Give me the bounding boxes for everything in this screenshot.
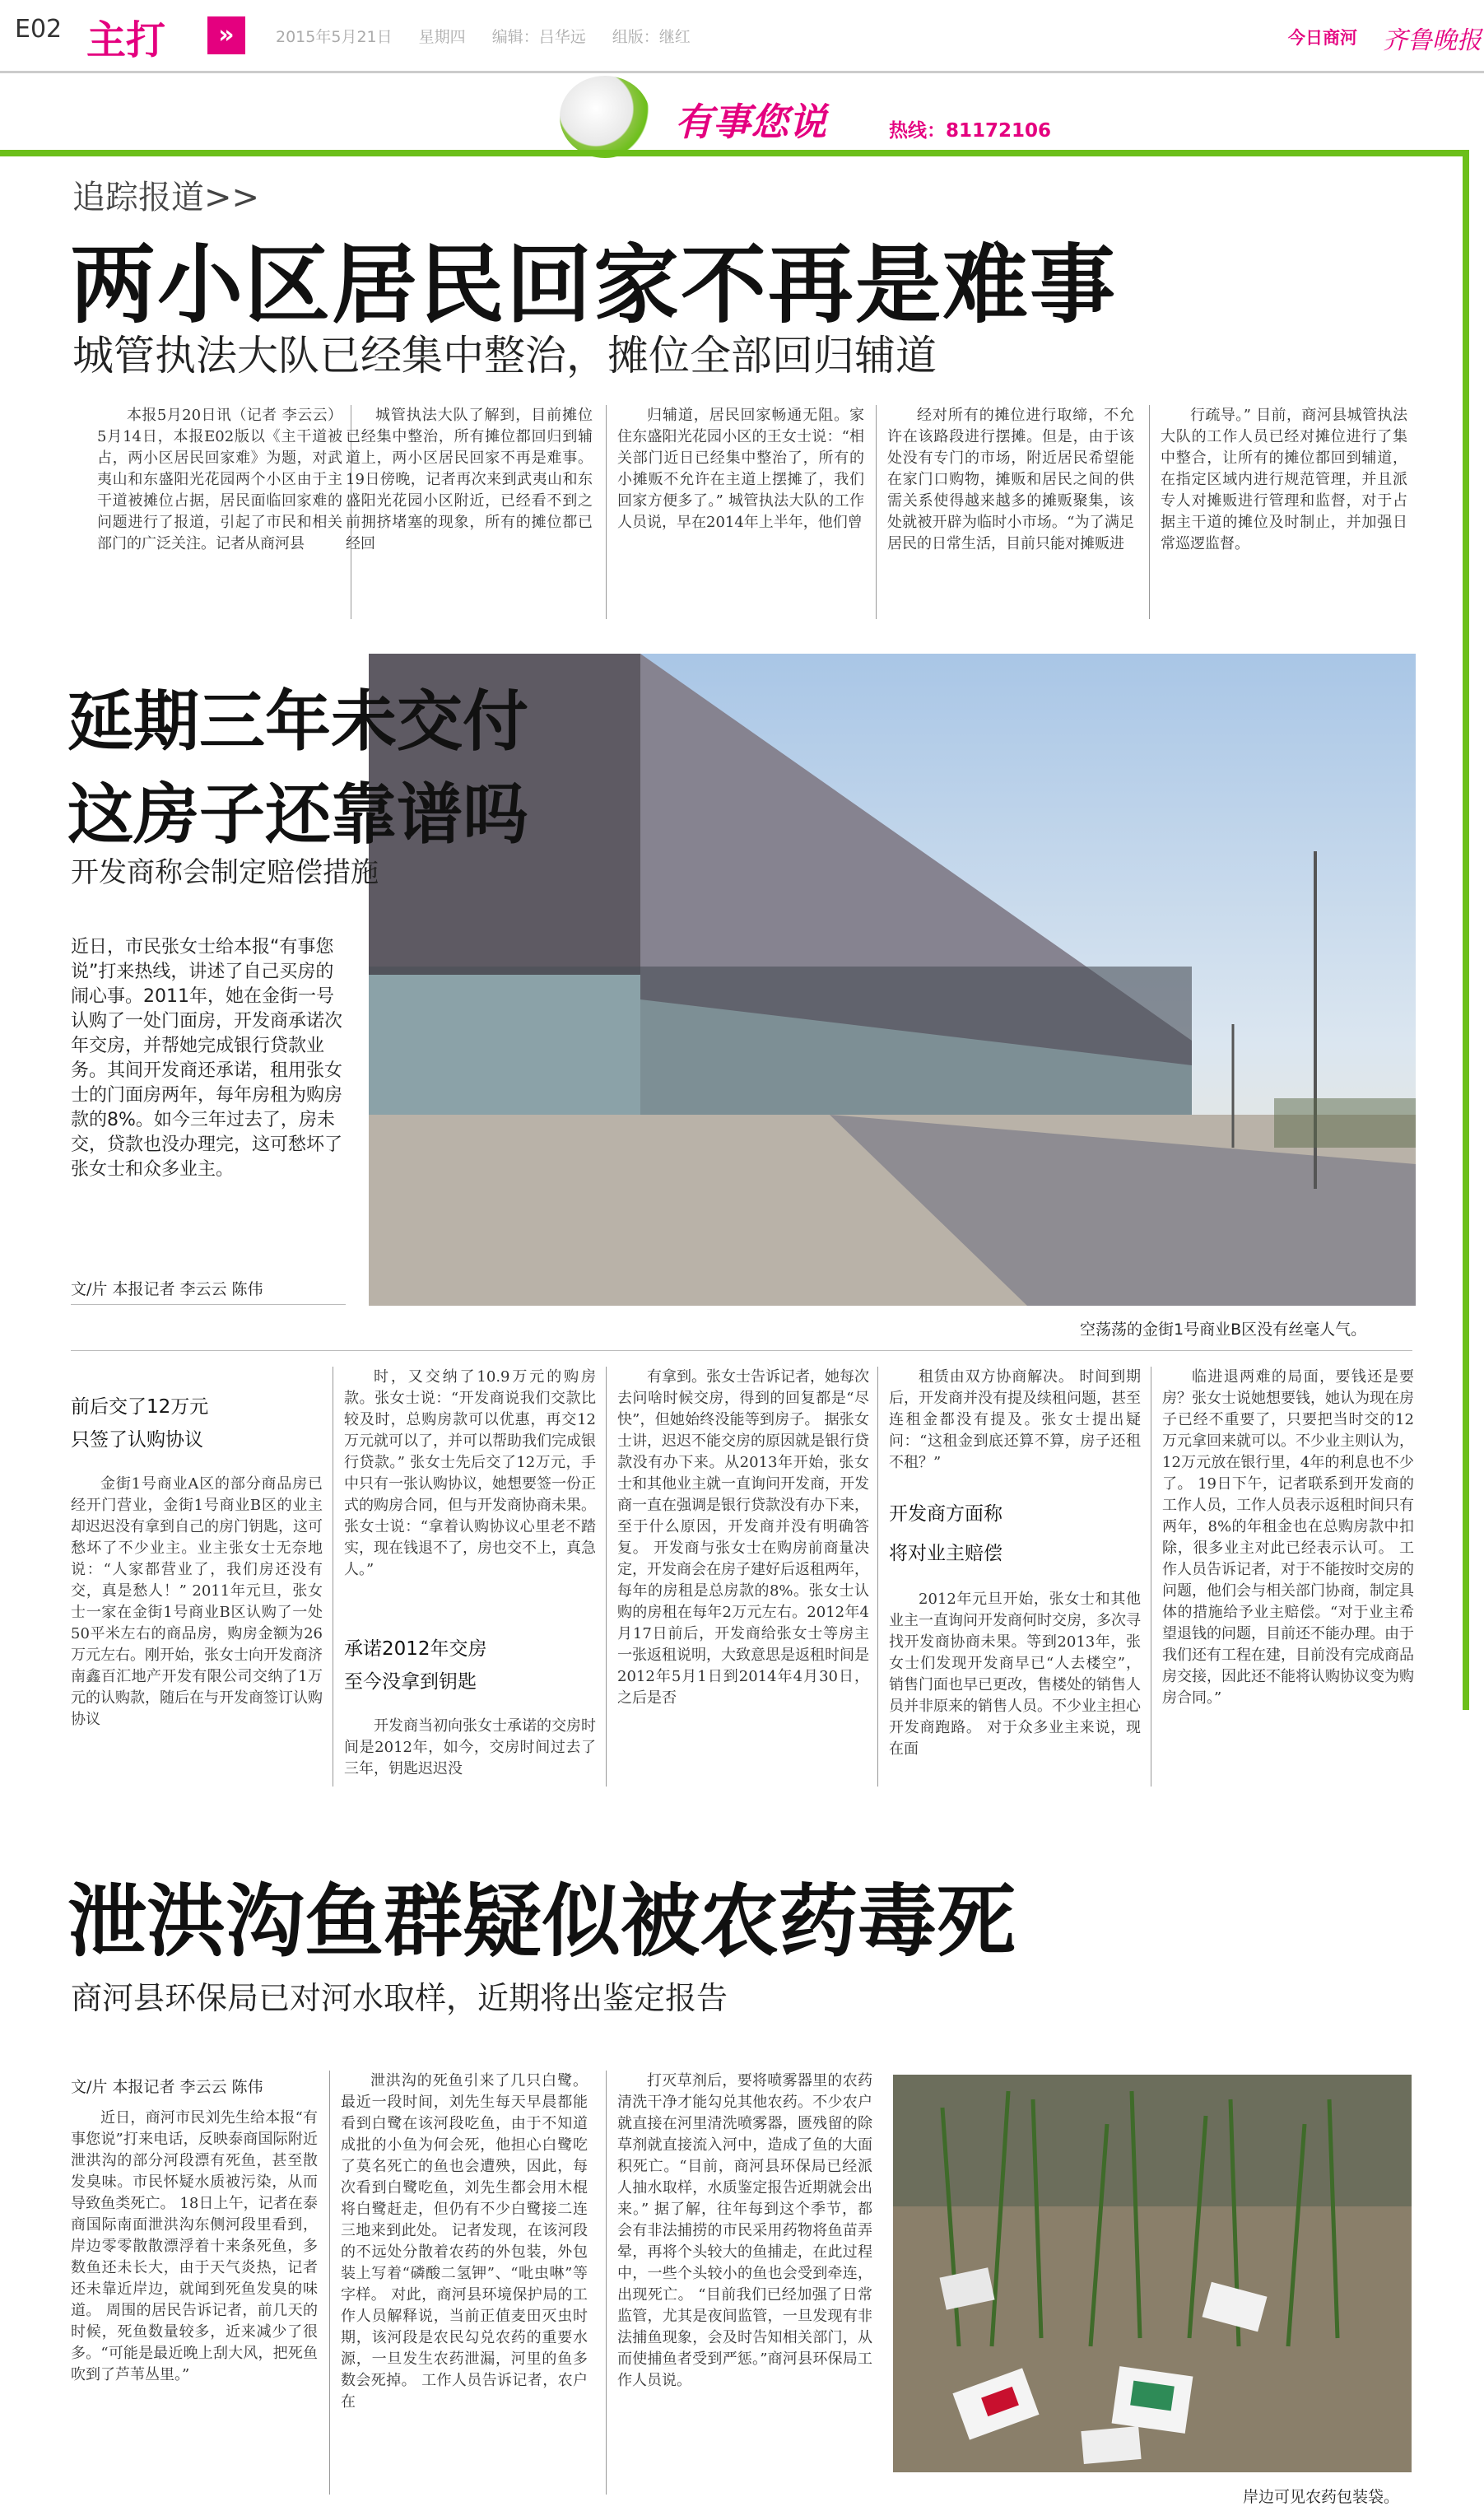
article3-column-3 — [617, 2071, 872, 2495]
article2-text-4a: 租赁由双方协商解决。 时间到期后，开发商并没有提及续租问题，甚至连租金都没有提及。张女士提出疑问：“这租金到底还算不算，房子还租不租？” — [889, 1368, 1141, 1471]
article3-column-2 — [341, 2071, 588, 2495]
article2-subhead1-line1: 前后交了12万元 — [71, 1396, 209, 1418]
header-weekday: 星期四 — [418, 28, 466, 46]
byline-divider — [71, 1304, 346, 1305]
column-divider — [877, 1367, 878, 1787]
article2-subhead2-line2: 至今没拿到钥匙 — [344, 1671, 477, 1693]
article3-text-2: 泄洪沟的死鱼引来了几只白鹭。最近一段时间，刘先生每天早晨都能看到白鹭在该河段吃鱼，由于不知道成批的小鱼为何会死，他担心白鹭吃了莫名死亡的鱼也会遭殃，因此，每次看到白鹭吃鱼，刘先生都会用木棍将白鹭赶走，但仍有不少白鹭接二连三地来到此处。 记者发现，在该河段的不远处分散着农药的外包装，外包装上写着“磷酸二氢钾”、“吡虫啉”等字样。 对此，商河县环境保护局的工作人员解释说，当前正值麦田灭虫时期，该河段是农民勾兑农药的重要水源，一旦发生农药泄漏，河里的鱼多数会死掉。 工作人员告诉记者，农户在 — [341, 2072, 588, 2411]
article1-text-1: 本报5月20日讯（记者 李云云） 5月14日，本报E02版以《主干道被占，两小区居民回家难》为题，对武夷山和东盛阳光花园两个小区由于主干道被摊位占据，居民面临回家难的问题进行了报道，引起了市民和相关部门的广泛关注。记者从商河县 — [97, 407, 342, 552]
article2-text-2b: 开发商当初向张女士承诺的交房时间是2012年，如今，交房时间过去了三年，钥匙迟迟没 — [344, 1717, 596, 1777]
header-divider — [0, 71, 1484, 73]
column-banner-title: 有事您说 — [675, 100, 826, 144]
section-arrow-icon: » — [207, 16, 245, 54]
header-region: 今日商河 — [1288, 28, 1357, 48]
section-divider — [71, 1350, 1412, 1351]
header-meta — [276, 25, 712, 47]
page-number: E02 — [15, 15, 63, 44]
column-divider — [329, 2071, 330, 2495]
article1-text-2: 城管执法大队了解到，目前摊位已经集中整治，所有摊位都回归到辅道上，两小区居民回家不再是难事。 19日傍晚，记者再次来到武夷山和东盛阳光花园小区附近，已经看不到之前拥挤堵塞的现象，所有的摊位都已经回 — [346, 407, 593, 552]
article1-column-1 — [97, 405, 342, 627]
riverbank-photo-illustration — [893, 2075, 1412, 2472]
article1-column-2 — [346, 405, 593, 627]
article1-text-5: 行疏导。” 目前，商河县城管执法大队的工作人员已经对摊位进行了集中整合，让所有的摊位都回到辅道，在指定区域内进行规范管理，并且派专人对摊贩进行管理和监督，对于占据主干道的摊位及时制止，并加强日常巡逻监督。 — [1161, 407, 1407, 552]
banner-green-bar — [0, 150, 1469, 156]
column-divider — [876, 405, 877, 619]
article3-byline: 文/片 本报记者 李云云 陈伟 — [71, 2078, 263, 2096]
article1-text-3: 归辅道，居民回家畅通无阻。家住东盛阳光花园小区的王女士说：“相关部门近日已经集中整治了，所有的小摊贩不允许在主道上摆摊了，我们回家方便多了。” 城管执法大队的工作人员说，早在2014年上半年，他们曾 — [617, 407, 864, 531]
column-divider — [606, 405, 607, 619]
article2-column-2a — [344, 1367, 596, 1624]
article2-text-5: 临进退两难的局面，要钱还是要房？张女士说她想要钱，她认为现在房子已经不重要了，只要把当时交的12万元拿回来就可以。不少业主则认为，12万元放在银行里，4年的利息也不少了。 19日下午，记者联系到开发商的工作人员，工作人员表示返租时间只有两年，8%的年租金也在总购房款中扣除，很多业主对此已经表示认可。 工作人员告诉记者，对于不能按时交房的问题，他们会与相关部门协商，制定具体的措施给予业主赔偿。“对于业主希望退钱的问题，目前还不能办理。由于我们还有工程在建，目前没有完成商品房交接，因此还不能将认购协议变为购房合同。” — [1162, 1368, 1414, 1707]
article1-column-5 — [1161, 405, 1407, 627]
article2-subhead2-line1: 承诺2012年交房 — [344, 1638, 487, 1660]
column-divider — [1149, 405, 1150, 619]
column-divider — [606, 1367, 607, 1787]
article2-subhead3-line2: 将对业主赔偿 — [889, 1543, 1003, 1564]
article3-photo-riverbank — [893, 2075, 1412, 2472]
article3-column-1 — [71, 2108, 318, 2495]
article3-text-3: 打灭草剂后，要将喷雾器里的农药清洗干净才能勾兑其他农药。不少农户就直接在河里清洗喷雾器，匮残留的除草剂就直接流入河中，造成了鱼的大面积死亡。“目前，商河县环保局已经派人抽水取样，水质鉴定报告近期就会出来。” 据了解，往年每到这个季节，都会有非法捕捞的市民采用药物将鱼苗弄晕，再将个头较大的鱼捕走，在此过程中，一些个头较小的鱼也会受到牵连，出现死亡。 “目前我们已经加强了日常监管，尤其是夜间监管，一旦发现有非法捕鱼现象，会及时告知相关部门，从而使捕鱼者受到严惩。”商河县环保局工作人员说。 — [617, 2072, 872, 2389]
article2-text-1: 金街1号商业A区的部分商品房已经开门营业，金街1号商业B区的业主却迟迟没有拿到自己的房门钥匙，这可愁坏了不少业主。业主张女士无奈地说：“人家都营业了，我们房还没有交，真是愁人！” 2011年元旦，张女士一家在金街1号商业B区认购了一处50平米左右的商品房，购房金额为26万元左右。刚开始，张女士向开发商济南鑫百汇地产开发有限公司交纳了1万元的认购款，随后在与开发商签订认购协议 — [71, 1475, 323, 1728]
column-hotline: 热线：81172106 — [889, 120, 1052, 142]
article2-text-3: 有拿到。张女士告诉记者，她每次去问啥时候交房，得到的回复都是“尽快”，但她始终没能等到房子。 据张女士讲，迟迟不能交房的原因就是银行贷款没有办下来。从2013年开始，张女士和其他业主就一直询问开发商，开发商一直在强调是银行贷款没有办下来，至于什么原因，开发商并没有明确答复。 开发商与张女士在购房前商量决定，开发商会在房子建好后返租两年，每年的房租是总房款的8%。张女士认购的房租在每年2万元左右。2012年4月17日前后，开发商给张女士等房主一张返租说明，大致意思是返租时间是2012年5月1日到2014年4月30日，之后是否 — [617, 1368, 869, 1707]
mascot-phone-icon — [560, 76, 650, 158]
article1-text-4: 经对所有的摊位进行取缔，不允许在该路段进行摆摊。但是，由于该处没有专门的市场，附近居民希望能在家门口购物，摊贩和居民之间的供需关系使得越来越多的摊贩聚集，该处就被开辟为临时小市场。“为了满足居民的日常生活，目前只能对摊贩进 — [887, 407, 1134, 552]
header-date: 2015年5月21日 — [276, 28, 393, 46]
article2-headline-line1: 延期三年未交付 — [67, 683, 528, 760]
article2-column-4b — [889, 1589, 1141, 1787]
article2-lead: 近日，市民张女士给本报“有事您说”打来热线，讲述了自己买房的闹心事。2011年，她在金街一号认购了一处门面房，开发商承诺次年交房，并帮她完成银行贷款业务。其间开发商还承诺，租用张女士的门面房两年，每年房租为购房款的8%。如今三年过去了，房未交，贷款也没办理完，这可愁坏了张女士和众多业主。 — [71, 937, 343, 1180]
article1-column-3 — [617, 405, 864, 627]
article2-headline-line2: 这房子还靠谱吗 — [67, 776, 528, 853]
article2-column-5 — [1162, 1367, 1414, 1787]
article2-photo-caption: 空荡荡的金街1号商业B区没有丝毫人气。 — [1080, 1321, 1367, 1339]
article3-subheadline: 商河县环保局已对河水取样，近期将出鉴定报告 — [71, 1980, 728, 2016]
article3-text-1: 近日，商河市民刘先生给本报“有事您说”打来电话，反映泰商国际附近泄洪沟的部分河段漂有死鱼，甚至散发臭味。市民怀疑水质被污染，从而导致鱼类死亡。 18日上午，记者在泰商国际南面泄洪沟东侧河段里看到，岸边零零散散漂浮着十来条死鱼，多数鱼还未长大，由于天气炎热，记者还未靠近岸边，就闻到死鱼发臭的味道。 周围的居民告诉记者，前几天的时候，死鱼数量较多，近来减少了很多。“可能是最近晚上刮大风，把死鱼吹到了芦苇丛里。” — [71, 2109, 318, 2383]
article1-headline: 两小区居民回家不再是难事 — [70, 235, 1118, 335]
article2-text-4b: 2012年元旦开始，张女士和其他业主一直询问开发商何时交房，多次寻找开发商协商未果。等到2013年，张女士们发现开发商早已“人去楼空”，销售门面也早已更改，售楼处的销售人员并非原来的销售人员。不少业主担心开发商跑路。 对于众多业主来说，现在面 — [889, 1591, 1141, 1758]
article2-column-1 — [71, 1474, 323, 1787]
article2-column-2b — [344, 1716, 596, 1787]
article1-subheadline: 城管执法大队已经集中整治，摊位全部回归辅道 — [72, 332, 937, 380]
article1-kicker: 追踪报道>> — [72, 179, 260, 217]
article2-column-3 — [617, 1367, 869, 1787]
section-title: 主打 — [86, 17, 166, 63]
article2-subhead1-line2: 只签了认购协议 — [71, 1429, 203, 1451]
article2-column-4a — [889, 1367, 1141, 1475]
article2-text-2a: 时，又交纳了10.9万元的购房款。张女士说：“开发商说我们交款比较及时，总购房款可以优惠，再交12万元就可以了，并可以帮助我们完成银行贷款。” 张女士先后交了12万元，手中只有一张认购协议，她想要签一份正式的购房合同，但与开发商协商未果。张女士说：“拿着认购协议心里老不踏实，现在钱退不了，房也交不上，真急人。” — [344, 1368, 596, 1578]
article2-subheadline: 开发商称会制定赔偿措施 — [71, 856, 379, 889]
article2-subhead3-line1: 开发商方面称 — [889, 1503, 1003, 1525]
banner-green-side-bar — [1463, 150, 1469, 1710]
column-divider — [606, 2071, 607, 2495]
article1-column-4 — [887, 405, 1134, 627]
newspaper-logo: 齐鲁晚报 — [1383, 26, 1482, 55]
header-layout: 组版：继红 — [612, 28, 691, 46]
article3-headline: 泄洪沟鱼群疑似被农药毒死 — [67, 1875, 1016, 1968]
header-editor: 编辑：吕华远 — [491, 28, 586, 46]
article3-photo-caption: 岸边可见农药包装袋。 — [1243, 2488, 1400, 2506]
article2-byline: 文/片 本报记者 李云云 陈伟 — [71, 1280, 263, 1298]
